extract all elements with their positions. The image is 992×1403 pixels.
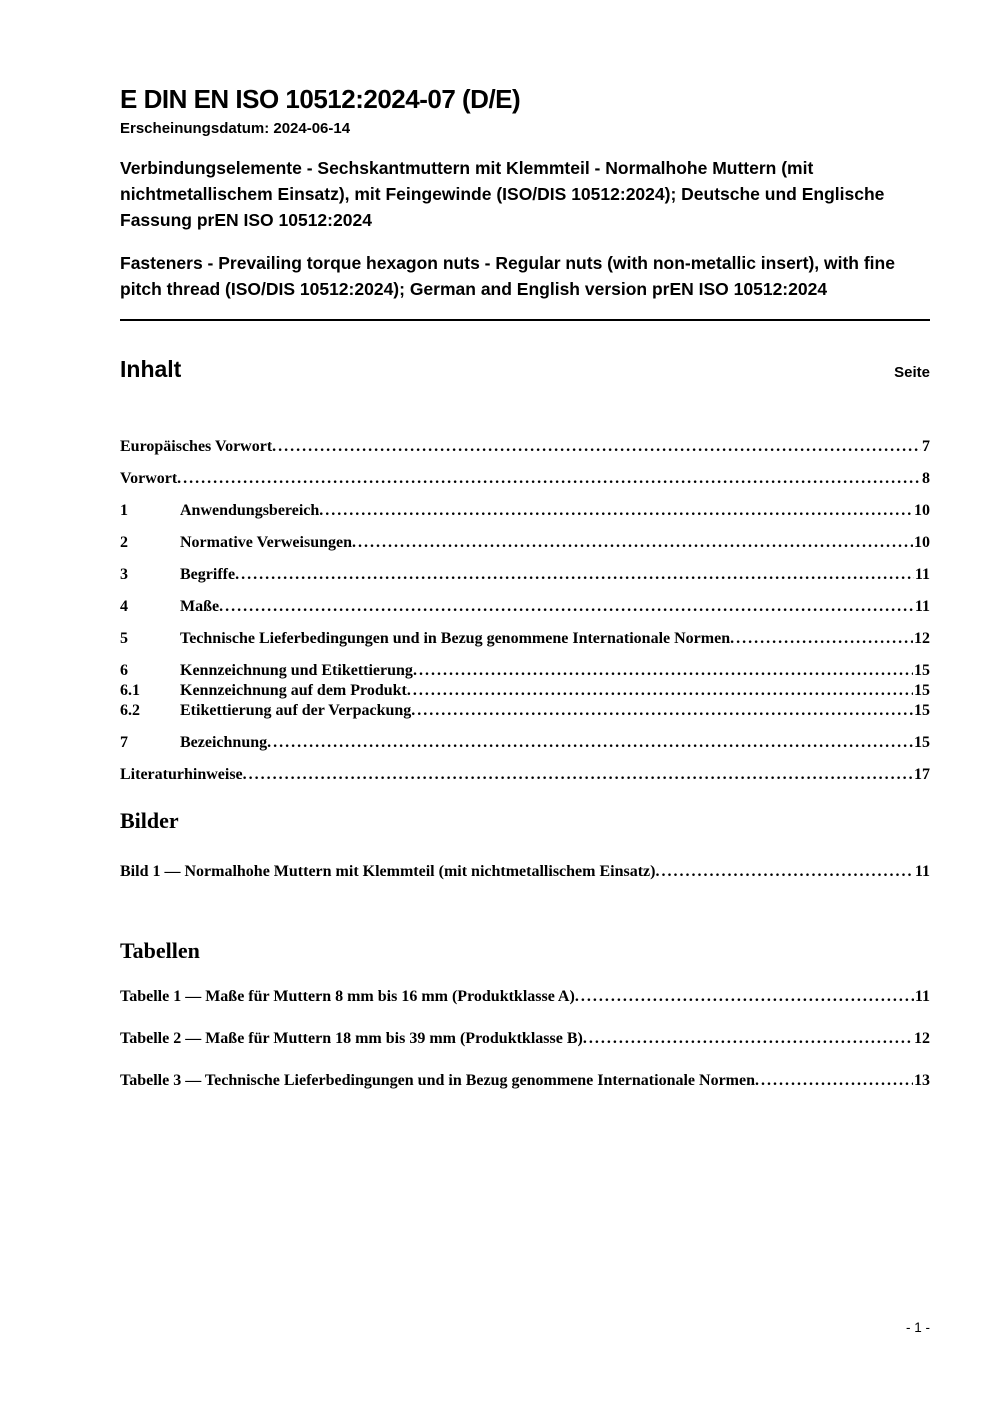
table-entry-page: 11 — [914, 988, 930, 1005]
horizontal-divider — [120, 319, 930, 321]
leader-dots — [272, 437, 921, 456]
leader-dots — [413, 661, 913, 680]
toc-row-section-6-1 — [120, 681, 930, 700]
toc-entry-page: 15 — [914, 662, 930, 679]
toc-entry-number: 2 — [120, 534, 128, 551]
toc-entry-page: 11 — [914, 566, 930, 583]
toc-entry-label: Maße — [180, 598, 220, 615]
figure-entry-page: 11 — [914, 863, 930, 880]
toc-row-europaeisches-vorwort — [120, 437, 930, 456]
toc-entry-label: Begriffe — [180, 566, 236, 583]
toc-entry-page: 7 — [922, 438, 930, 455]
toc-page-column-label: Seite — [894, 364, 930, 381]
toc-entry-number: 6.2 — [120, 702, 140, 719]
toc-entry-number: 6.1 — [120, 682, 140, 699]
toc-row-section-7 — [120, 733, 930, 752]
leader-dots — [755, 1071, 913, 1090]
toc-row-section-6-2 — [120, 701, 930, 720]
leader-dots — [583, 1029, 913, 1048]
toc-entry-number: 3 — [120, 566, 128, 583]
table-entry-page: 13 — [914, 1072, 930, 1089]
figures-heading: Bilder — [120, 808, 179, 833]
toc-row-section-4 — [120, 597, 930, 616]
table-of-contents — [120, 424, 930, 784]
figure-row-bild-1 — [120, 862, 930, 881]
toc-entry-page: 12 — [914, 630, 930, 647]
page-number-footer: - 1 - — [905, 1320, 930, 1335]
leader-dots — [575, 987, 914, 1006]
toc-entry-label: Normative Verweisungen — [180, 534, 352, 551]
toc-entry-page: 8 — [922, 470, 930, 487]
english-title: Fasteners - Prevailing torque hexagon nuts - Regular nuts (with non-metallic insert), with fine pitch thread (ISO/DIS 10512:2024); German and English version prEN ISO 10512:2024 — [120, 253, 895, 299]
release-date: Erscheinungsdatum: 2024-06-14 — [120, 120, 351, 137]
toc-entry-label: Kennzeichnung auf dem Produkt — [180, 682, 407, 699]
toc-entry-label: Kennzeichnung und Etikettierung — [180, 662, 413, 679]
toc-entry-label: Etikettierung auf der Verpackung — [180, 702, 412, 719]
toc-entry-label: Bezeichnung — [180, 734, 268, 751]
toc-entry-label: Literaturhinweise — [120, 766, 243, 783]
table-entry-label: Tabelle 1 — Maße für Muttern 8 mm bis 16 mm (Produktklasse A) — [120, 988, 575, 1005]
table-entry-label: Tabelle 3 — Technische Lieferbedingungen und in Bezug genommene Internationale Normen — [120, 1072, 755, 1089]
toc-entry-number: 6 — [120, 662, 128, 679]
toc-row-section-3 — [120, 565, 930, 584]
figure-entry-label: Bild 1 — Normalhohe Muttern mit Klemmteil (mit nichtmetallischem Einsatz) — [120, 863, 656, 880]
leader-dots — [407, 681, 913, 700]
leader-dots — [411, 701, 913, 720]
document-number-title: E DIN EN ISO 10512:2024-07 (D/E) — [120, 84, 521, 114]
toc-row-section-5 — [120, 629, 930, 648]
leader-dots — [243, 765, 913, 784]
german-title: Verbindungselemente - Sechskantmuttern mit Klemmteil - Normalhohe Muttern (mit nichtmetallischem Einsatz), mit Feingewinde (ISO/DIS 10512:2024); Deutsche und Englische Fassung prEN ISO 10512:2024 — [120, 158, 885, 230]
toc-heading: Inhalt — [120, 356, 182, 382]
table-row-tabelle-1 — [120, 987, 930, 1006]
toc-row-section-1 — [120, 501, 930, 520]
toc-row-section-6 — [120, 661, 930, 680]
toc-entry-label: Technische Lieferbedingungen und in Bezug genommene Internationale Normen — [180, 630, 731, 647]
toc-row-section-2 — [120, 533, 930, 552]
toc-entry-label: Vorwort — [120, 470, 178, 487]
leader-dots — [352, 533, 913, 552]
leader-dots — [235, 565, 914, 584]
leader-dots — [267, 733, 913, 752]
toc-row-literaturhinweise — [120, 765, 930, 784]
tables-heading: Tabellen — [120, 938, 200, 963]
tables-section — [120, 938, 930, 1090]
toc-entry-page: 10 — [914, 502, 930, 519]
toc-entry-number: 5 — [120, 630, 128, 647]
toc-entry-label: Anwendungsbereich — [180, 502, 320, 519]
leader-dots — [655, 862, 913, 881]
toc-entry-page: 15 — [914, 702, 930, 719]
leader-dots — [177, 469, 921, 488]
toc-entry-number: 1 — [120, 502, 128, 519]
toc-entry-page: 11 — [914, 598, 930, 615]
toc-entry-page: 15 — [914, 734, 930, 751]
figures-section — [120, 808, 930, 881]
toc-entry-label: Europäisches Vorwort — [120, 438, 273, 455]
leader-dots — [319, 501, 913, 520]
toc-entry-number: 4 — [120, 598, 128, 615]
toc-row-vorwort — [120, 469, 930, 488]
toc-header — [120, 356, 930, 383]
table-entry-label: Tabelle 2 — Maße für Muttern 18 mm bis 39 mm (Produktklasse B) — [120, 1030, 583, 1047]
leader-dots — [730, 629, 913, 648]
toc-entry-page: 17 — [914, 766, 930, 783]
toc-entry-page: 15 — [914, 682, 930, 699]
table-row-tabelle-2 — [120, 1029, 930, 1048]
table-row-tabelle-3 — [120, 1071, 930, 1090]
leader-dots — [219, 597, 914, 616]
toc-entry-page: 10 — [914, 534, 930, 551]
table-entry-page: 12 — [914, 1030, 930, 1047]
toc-entry-number: 7 — [120, 734, 128, 751]
